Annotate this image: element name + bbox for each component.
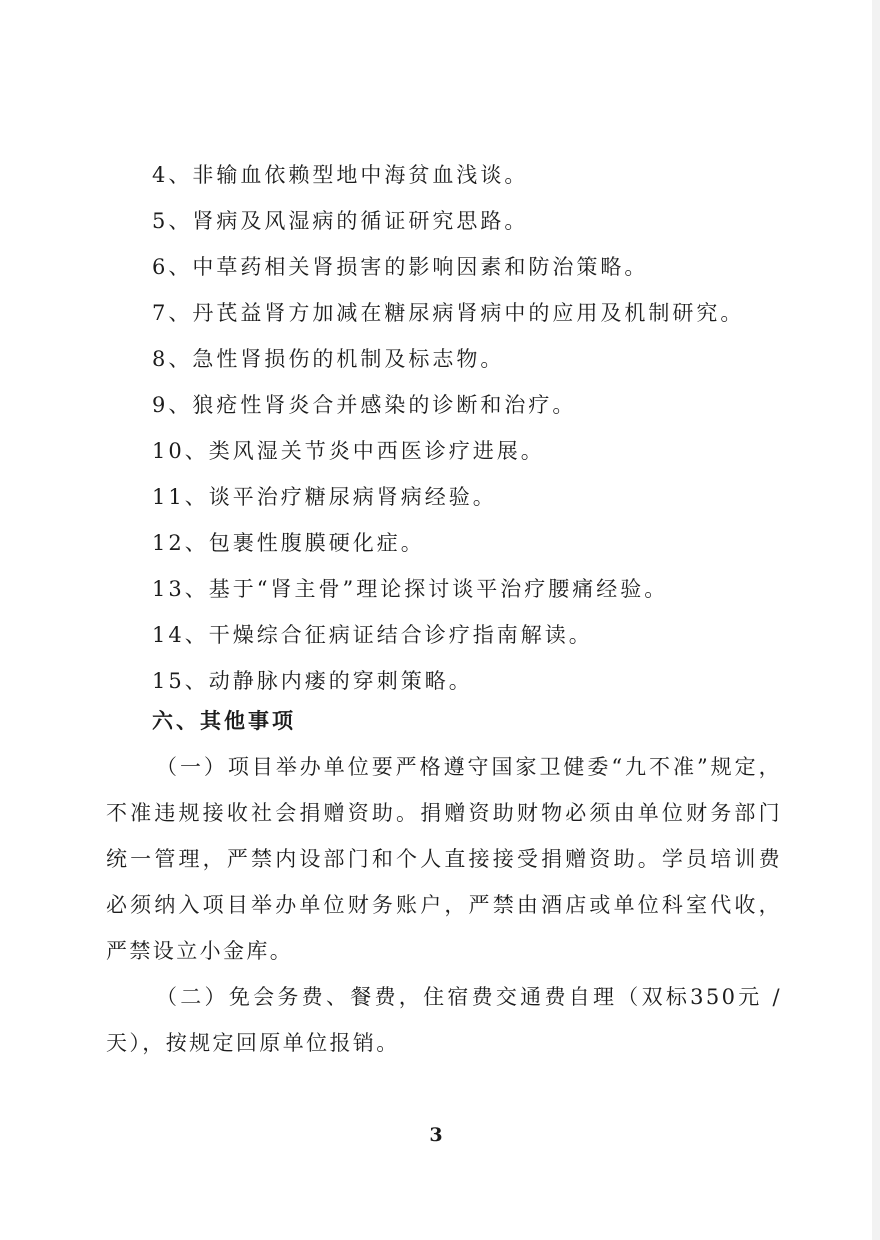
section-heading: 六、其他事项	[152, 708, 296, 733]
list-item: 8、急性肾损伤的机制及标志物。	[152, 347, 505, 371]
list-item: 10、类风湿关节炎中西医诊疗进展。	[152, 439, 545, 463]
list-item: 13、基于“肾主骨”理论探讨谈平治疗腰痛经验。	[152, 577, 669, 601]
list-item: 9、狼疮性肾炎合并感染的诊断和治疗。	[152, 393, 577, 417]
list-item: 5、肾病及风湿病的循证研究思路。	[152, 209, 529, 233]
list-item: 14、干燥综合征病证结合诊疗指南解读。	[152, 623, 593, 647]
list-item: 4、非输血依赖型地中海贫血浅谈。	[152, 163, 529, 187]
paragraph-fees: （二）免会务费、餐费，住宿费交通费自理（双标350元 /天），按规定回原单位报销。	[106, 985, 782, 1055]
topic-list	[152, 152, 744, 704]
viewer-gutter	[872, 0, 880, 1240]
paragraph-conduct-rules: （一）项目举办单位要严格遵守国家卫健委“九不准”规定，不准违规接收社会捐赠资助。捐赠资助财物必须由单位财务部门统一管理，严禁内设部门和个人直接接受捐赠资助。学员培训费必须纳入项目举办单位财务账户，严禁由酒店或单位科室代收，严禁设立小金库。	[106, 755, 782, 963]
list-item: 11、谈平治疗糖尿病肾病经验。	[152, 485, 497, 509]
list-item: 6、中草药相关肾损害的影响因素和防治策略。	[152, 255, 649, 279]
list-item: 7、丹芪益肾方加减在糖尿病肾病中的应用及机制研究。	[152, 301, 745, 325]
page-number: 3	[429, 1124, 443, 1146]
list-item: 15、动静脉内瘘的穿刺策略。	[152, 669, 473, 693]
list-item: 12、包裹性腹膜硬化症。	[152, 531, 425, 555]
